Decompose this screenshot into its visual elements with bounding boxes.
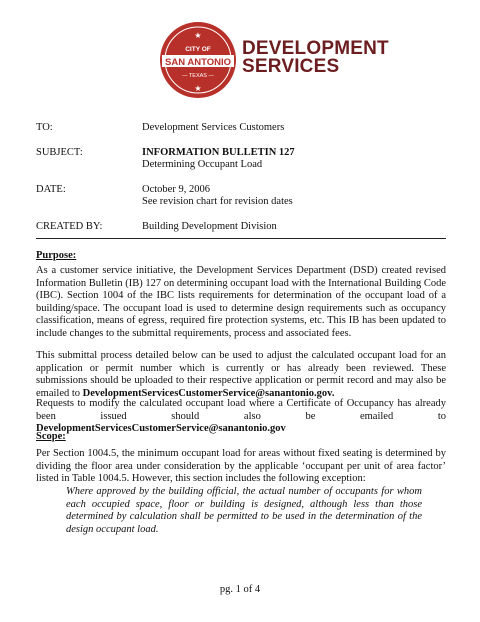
created-label: CREATED BY: <box>36 221 103 232</box>
scope-heading: Scope: <box>36 431 66 442</box>
purpose-paragraph-1: As a customer service initiative, the Development Services Department (DSD) created revised Information Bulletin (IB) 127 on determining occupant load with the International Building Code (IBC). Section 1004 of the IBC lists requirements for determination of the occupant load of a building/space. The occupant load is used to determine design requirements such as occupancy classification, means of egress, required fire protection systems, etc. This IB has been updated to include changes to the submittal requirements, process and associated fees. <box>36 265 446 339</box>
svg-text:★: ★ <box>194 31 202 40</box>
scope-paragraph-1: Per Section 1004.5, the minimum occupant load for areas without fixed seating is determined by dividing the floor area under consideration by the applicable ‘occupant per unit of area factor’ listed in Table 1004.5. However, this section includes the following exception: <box>36 448 446 485</box>
brand-wordmark <box>242 40 389 76</box>
date-label: DATE: <box>36 184 66 195</box>
date-value: October 9, 2006 <box>142 184 210 195</box>
created-value: Building Development Division <box>142 221 277 232</box>
brand-line-1: DEVELOPMENT <box>242 38 389 59</box>
brand-line-2: SERVICES <box>242 56 340 77</box>
purpose-heading: Purpose: <box>36 250 77 261</box>
to-label: TO: <box>36 122 53 133</box>
header-divider <box>36 238 446 239</box>
scope-exception-quote: Where approved by the building official, the actual number of occupants for whom each occupied space, floor or building is designed, although less than those determined by calculation shall be permitted to be used in the determination of the design occupant load. <box>66 486 422 535</box>
purpose-paragraph-2 <box>36 350 446 400</box>
svg-text:SAN ANTONIO: SAN ANTONIO <box>165 57 231 68</box>
to-value: Development Services Customers <box>142 122 285 133</box>
page-number: pg. 1 of 4 <box>219 584 261 595</box>
p3-text: Requests to modify the calculated occupant load where a Certificate of Occupancy has already been issued should also be emailed to <box>36 398 446 422</box>
svg-text:★: ★ <box>194 84 202 93</box>
svg-text:CITY OF: CITY OF <box>185 46 211 53</box>
p2-text: This submittal process detailed below can be used to adjust the calculated occupant load for an application or permit number which is currently or has already been reviewed. These submissions should be uploaded to their respective application or permit record and may also be emailed to <box>36 350 446 399</box>
svg-text:— TEXAS —: — TEXAS — <box>182 73 214 79</box>
subject-label: SUBJECT: <box>36 147 83 158</box>
city-seal-icon <box>158 20 238 100</box>
dsd-email-link-1[interactable]: DevelopmentServicesCustomerService@sanantonio.gov. <box>82 387 335 399</box>
date-sub: See revision chart for revision dates <box>142 196 293 207</box>
dsd-logo <box>158 20 389 100</box>
purpose-paragraph-3 <box>36 398 446 436</box>
subject-sub: Determining Occupant Load <box>142 159 263 170</box>
dsd-email-link-2[interactable]: DevelopmentServicesCustomerService@sanantonio.gov <box>36 423 286 435</box>
subject-value: INFORMATION BULLETIN 127 <box>142 147 295 158</box>
